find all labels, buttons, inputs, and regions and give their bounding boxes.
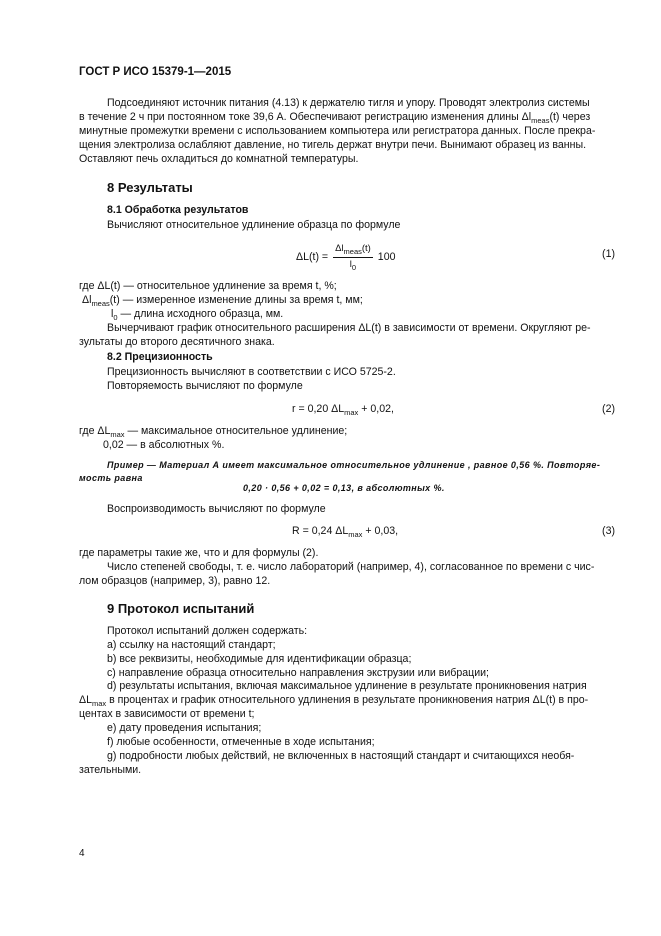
document-header: ГОСТ Р ИСО 15379-1—2015 <box>79 66 232 78</box>
where1-text-1: — относительное удлинение за время t, %; <box>120 280 337 292</box>
where1-text-2: — измеренное изменение длины за время t, мм; <box>119 294 363 306</box>
section-9-intro: Протокол испытаний должен содержать: <box>107 625 308 637</box>
eq2-post: + 0,02, <box>358 403 394 415</box>
eq1-lhs: ΔL(t) = <box>296 251 329 264</box>
eq2-sub: max <box>344 408 359 418</box>
protocol-item-e: e) дату проведения испытания; <box>107 722 262 734</box>
eq2-pre: r = 0,20 ΔL <box>292 403 345 415</box>
where3: где параметры такие же, что и для формулы (2). <box>79 547 319 559</box>
example-formula: 0,20 · 0,56 + 0,02 = 0,13, в абсолютных %. <box>243 483 445 493</box>
section-8-1-text: Вычисляют относительное удлинение образца по формуле <box>107 219 401 231</box>
intro-line-1: Подсоединяют источник питания (4.13) к держателю тигля и упору. Проводят электролиз системы <box>107 97 590 109</box>
item-d-pre: ΔL <box>79 694 92 706</box>
intro-line-2-tail: (t) через <box>549 111 591 123</box>
intro-line-5: Оставляют печь охладиться до комнатной температуры. <box>79 153 359 165</box>
where2-sub: max <box>110 430 125 440</box>
where2-pre: где ΔL <box>79 425 111 437</box>
equation-3 <box>292 525 398 539</box>
equation-2-number: (2) <box>602 403 615 415</box>
intro-line-2-sub: meas <box>531 116 550 126</box>
eq3-post: + 0,03, <box>362 525 399 537</box>
equation-1 <box>296 243 395 272</box>
where1-line-3 <box>111 308 283 322</box>
section-8-1-title: 8.1 Обработка результатов <box>107 204 249 216</box>
eq1-den-sym: l <box>349 258 352 270</box>
dof-line-2: лом образцов (например, 3), равно 12. <box>79 575 271 587</box>
section-8-2-title: 8.2 Прецизионность <box>107 351 213 363</box>
protocol-item-c: c) направление образца относительно направления экструзии или вибрации; <box>107 667 489 679</box>
protocol-item-f: f) любые особенности, отмеченные в ходе испытания; <box>107 736 375 748</box>
intro-line-3: минутные промежутки времени с использованием компьютера или регистратора данных. После прекра- <box>79 125 596 137</box>
where1-line-1 <box>79 280 337 292</box>
where1-sym-3: l <box>111 308 114 320</box>
eq1-num-tail: (t) <box>361 243 371 254</box>
where1-sym-2: Δl <box>82 294 92 306</box>
item-d-sub: max <box>91 699 107 709</box>
equation-3-number: (3) <box>602 525 615 537</box>
eq1-num-sym: Δl <box>335 243 344 254</box>
graph-line-1: Вычерчивают график относительного расширения ΔL(t) в зависимости от времени. Округляют ре- <box>107 322 591 334</box>
section-9-title: 9 Протокол испытаний <box>107 601 255 616</box>
eq1-den-sub: 0 <box>351 262 357 272</box>
intro-line-2 <box>79 111 590 125</box>
where2-line-2: 0,02 — в абсолютных %. <box>103 439 225 451</box>
where1-text-3: — длина исходного образца, мм. <box>117 308 284 320</box>
eq1-denominator <box>333 258 373 272</box>
where2-post: — максимальное относительное удлинение; <box>124 425 348 437</box>
where1-sub-3: 0 <box>113 313 118 323</box>
intro-line-2-text: в течение 2 ч при постоянном токе 39,6 А. Обеспечивают регистрацию изменения длины Δl <box>79 111 532 123</box>
eq1-fraction <box>333 243 373 272</box>
graph-line-2: зультаты до второго десятичного знака. <box>79 336 275 348</box>
where1-symtail-2: (t) <box>109 294 120 306</box>
example-line-2: мость равна <box>79 473 143 483</box>
eq1-num-sub: meas <box>343 246 362 256</box>
equation-1-number: (1) <box>602 248 615 260</box>
eq3-pre: R = 0,24 ΔL <box>292 525 349 537</box>
protocol-item-g: g) подробности любых действий, не включенных в настоящий стандарт и считающихся необя- <box>107 750 575 762</box>
dof-line-1: Число степеней свободы, т. е. число лабораторий (например, 4), согласованное по времени с чис- <box>107 561 595 573</box>
repro-text: Воспроизводимость вычисляют по формуле <box>107 503 326 515</box>
where2-line-1 <box>79 425 347 439</box>
equation-2 <box>292 403 394 417</box>
protocol-item-d-line-2 <box>79 694 588 708</box>
where1-sym-1: где ΔL(t) <box>79 280 121 292</box>
protocol-item-a: a) ссылку на настоящий стандарт; <box>107 639 276 651</box>
section-8-2-text-2: Повторяемость вычисляют по формуле <box>107 380 303 392</box>
section-8-title: 8 Результаты <box>107 180 193 195</box>
protocol-item-b: b) все реквизиты, необходимые для идентификации образца; <box>107 653 412 665</box>
section-8-2-text-1: Прецизионность вычисляют в соответствии с ИСО 5725-2. <box>107 366 396 378</box>
protocol-item-d: d) результаты испытания, включая максимальное удлинение в результате проникновения натрия <box>107 680 587 692</box>
example-line-1: Пример — Материал А имеет максимальное относительное удлинение , равное 0,56 %. Повторяе- <box>107 460 601 470</box>
item-d-post: в процентах и график относительного удлинения в результате проникновения натрия ΔL(t) в про- <box>106 694 589 706</box>
page-number: 4 <box>79 848 85 859</box>
protocol-item-g-line-2: зательными. <box>79 764 142 776</box>
intro-line-4: щения электролиза ослабляют давление, но тигель держат внутри печи. Вынимают образец из ванны. <box>79 139 587 151</box>
where1-line-2 <box>82 294 363 308</box>
eq1-tail: 100 <box>377 251 396 264</box>
eq3-sub: max <box>348 530 363 540</box>
protocol-item-d-line-3: центах в зависимости от времени t; <box>79 708 255 720</box>
eq1-numerator <box>333 243 373 258</box>
where1-sub-2: meas <box>91 299 110 309</box>
